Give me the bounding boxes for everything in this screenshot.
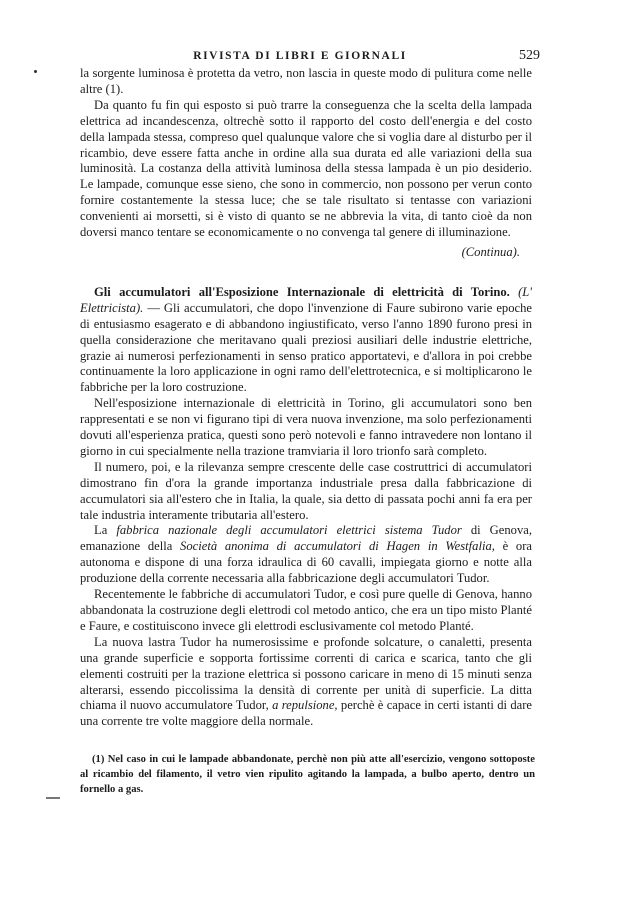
continua-note: (Continua). [461,244,520,259]
footnote-text: (1) Nel caso in cui le lampade abbandonate, perchè non più atte all'esercizio, vengono sottoposte al ricambio del filamento, il vetro vien ripulito agitando la lampada, a bulbo aperto, dentro un fornello a gas. [80,754,535,795]
repulsione-term: a repulsione, [272,698,338,713]
scan-mark [46,797,60,799]
text-run: è ora autonoma e dispone di una forza idraulica di 60 cavalli, impiegata giorno e notte alla produzione della corrente necessaria alla fabbricazione degli accumulatori Tudor. [80,539,533,586]
article-intro-paragraph [80,285,532,396]
paragraph-exposition: Nell'esposizione internazionale di elettricità in Torino, gli accumulatori sono ben rappresentati e se non vi figurano tipi di vera nuova invenzione, ma solo perfezionamenti dovuti all'esperienza pratica, questi sono però notevoli e fanno intravedere non lontano il giorno in cui specialmente nella trazione tramviaria il loro trionfo sarà completo. [80,396,532,458]
page-number: 529 [519,48,540,63]
paragraph-continuation: la sorgente luminosa è protetta da vetro, non lascia in queste modo di pulitura come nelle altre (1). [80,66,532,96]
company-name: Società anonima di accumulatori di Hagen in Westfalia, [180,539,495,554]
running-title: RIVISTA DI LIBRI E GIORNALI [193,50,407,62]
factory-name: fabbrica nazionale degli accumulatori elettrici sistema Tudor [116,523,462,538]
article-intro-text: — Gli accumulatori, che dopo l'invenzione di Faure subirono varie epoche di entusiasmo esagerato e di abbandono ingiustificato, verso l'anno 1890 furono presi in quella considerazione che meritavano quali preziosi ausiliari delle industrie elettriche, grazie ai numerosi perfezionamenti in senso pratico apportatevi, e d'allora in poi crebbe continuamente la loro applicazione in ogni ramo dell'elettrotecnica, e si moltiplicarono le fabbriche per la loro costruzione. [80,300,532,395]
text-run: La [94,523,117,538]
paragraph-tudor-factory [80,523,532,587]
article-title: Gli accumulatori all'Esposizione Internazionale di elettricità di Torino. [94,284,510,299]
text-run: La nuova lastra Tudor ha numerosissime e profonde solcature, o canaletti, presenta una grande superficie e sopporta fortissime correnti di carica e scarica, tanto che gli elementi costruiti per la trazione elettrica si possono caricare in meno di 15 minuti senza alterarsi, essendo piccolissima la densità di corrente per unità di superficie. La ditta chiama il nuovo accumulatore Tudor, [80,634,532,713]
paragraph-conclusion: Da quanto fu fin qui esposto si può trarre la conseguenza che la scelta della lampada elettrica ad incandescenza, oltrechè sotto il rapporto del costo dell'energia e del costo della lampada stessa, compreso quel qualunque valore che si voglia dare al disturbo per il ricambio, deve essere fatta anche in ordine alla sua durata ed alle variazioni della sua luminosità. La costanza della attività luminosa della stessa lampada è un pio desiderio. Le lampade, comunque esse sieno, che sono in commercio, non possono per verun conto fornire costantemente la stessa luce; che se tale risultato si tentasse con variazioni convenienti ai morsetti, si è visto di quanto se ne abbrevia la vita, di tanto cioè da non doversi manco tentare se economicamente o no convenga tal genere di illuminazione. [80,97,532,240]
article-source: (L' Elettricista). [80,284,532,315]
body-text [80,66,532,730]
footnote [80,752,535,797]
margin-mark [34,70,37,73]
paragraph-manufacturers: Il numero, poi, e la rilevanza sempre crescente delle case costruttrici di accumulatori dimostrano fin d'ora la grande importanza industriale presa dalla fabbricazione di accumulatori sia all'estero che in Italia, la quale, sia detto di passata pochi anni fa era per tale industria interamente tributaria all'estero. [80,459,532,522]
paragraph-tudor-plate [80,635,532,730]
paragraph-plante-method: Recentemente le fabbriche di accumulatori Tudor, e così pure quelle di Genova, hanno abbandonata la costruzione degli elettrodi col metodo antico, che era un tipo misto Planté e Faure, e costituiscono invece gli elettrodi esclusivamente col metodo Planté. [80,587,532,633]
text-run: perchè è capace in certi istanti di dare una corrente tre volte maggiore della normale. [80,698,533,729]
text-run: di Genova, emanazione della [80,523,532,554]
